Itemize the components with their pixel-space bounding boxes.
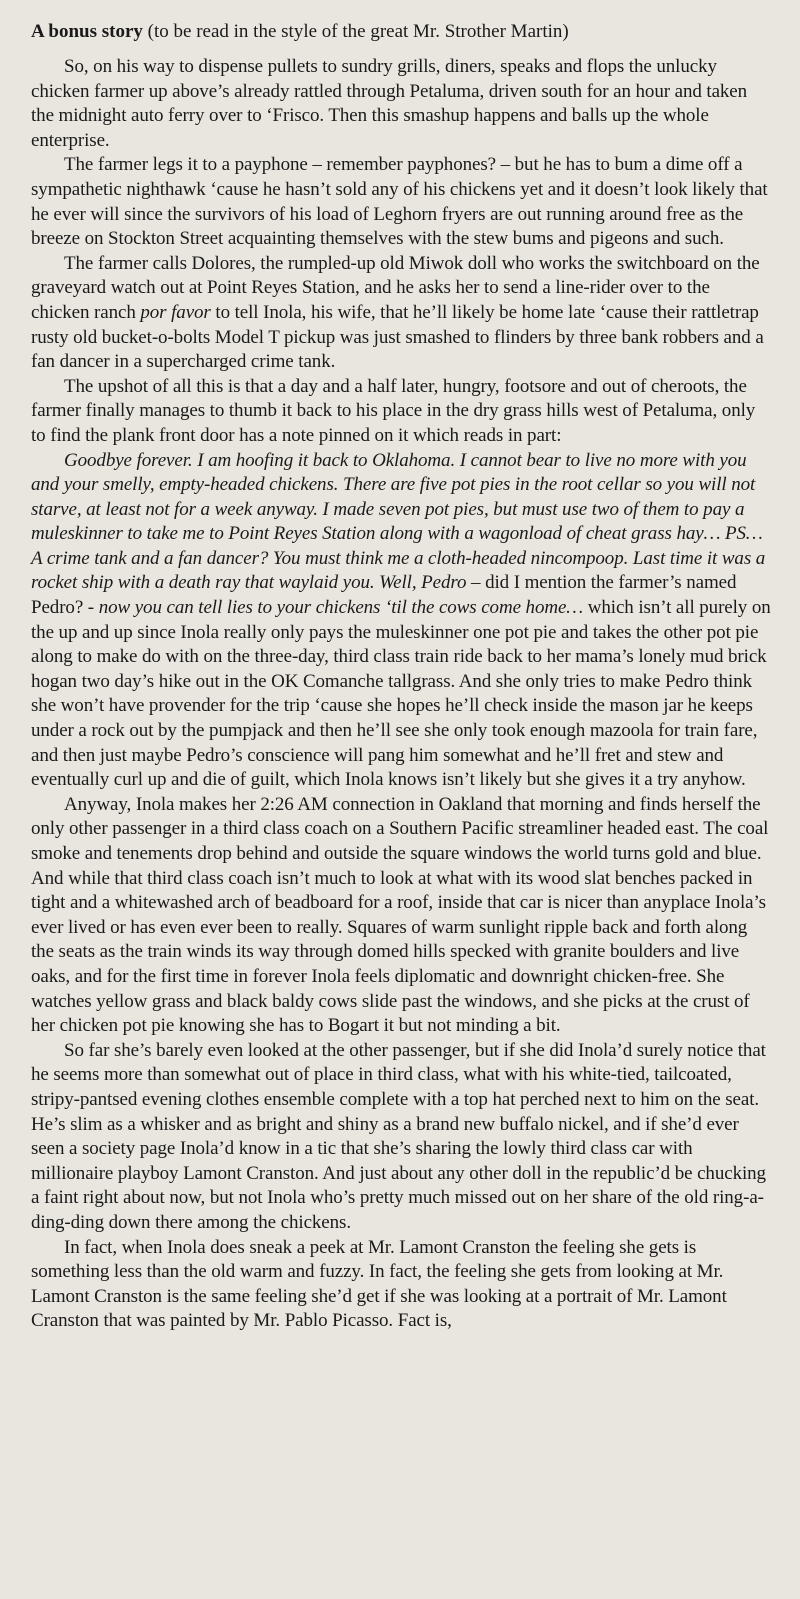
paragraph-3-text-c: to tell Inola, his wife, that he’ll likely be home late ‘cause their rattletrap rusty old bucket-o-bolts Model T pickup was just smashed to flinders by three bank robbers and a fan dancer in a supercharged crime tank. — [31, 301, 764, 373]
note-text: Goodbye forever. I am hoofing it back to Oklahoma. I cannot bear to live no more with you and your smelly, empty-headed chickens. There are five pot pies in the root cellar so you will not starve, at least not for a week anyway. I made seven pot pies, but must use two of them to pay a muleskinner to take me to Point Reyes Station along with a wagonload of cheat grass hay… PS… A crime tank and a fan dancer? You must think me a cloth-headed nincompoop. Last time it was a rocket ship with a death ray that waylaid you. Well, Pedro – — [31, 449, 766, 594]
paragraph-1: So, on his way to dispense pullets to sundry grills, diners, speaks and flops the unlucky chicken farmer up above’s already rattled through Petaluma, driven south for an hour and taken the midnight auto ferry over to ‘Frisco. Then this smashup happens and balls up the whole enterprise. — [31, 56, 748, 151]
paragraph-3-italic: por favor — [140, 301, 211, 323]
note-text-end: now you can tell lies to your chickens ‘til the cows come home… — [98, 597, 584, 619]
paragraph-6: Anyway, Inola makes her 2:26 AM connection in Oakland that morning and finds herself the only other passenger in a third class coach on a Southern Pacific streamliner headed east. The coal smoke and tenements drop behind and outside the square windows the world turns gold and blue. And while that third class coach isn’t much to look at what with its wood slat benches packed in tight and a whitewashed arch of beadboard for a roof, inside that car is nicer than anyplace Inola’s ever lived or has even ever been to really. Squares of warm sunlight ripple back and forth along the seats as the train winds its way through domed hills specked with granite boulders and live oaks, and for the first time in forever Inola feels diplomatic and downright chicken-free. She watches yellow grass and black baldy cows slide past the windows, and she picks at the crust of her chicken pot pie knowing she has to Bogart it but not minding a bit. — [31, 793, 769, 1037]
heading-bold: A bonus story — [31, 21, 143, 42]
heading-rest: (to be read in the style of the great Mr. Strother Martin) — [142, 21, 569, 42]
aside-text: did I mention the farmer’s named Pedro? - — [31, 572, 737, 619]
paragraph-5-text: which isn’t all purely on the up and up since Inola really only pays the muleskinner one pot pie and takes the other pot pie along to make do with on the three-day, third class train ride back to her mama’s lonely mud brick hogan two day’s hike out in the OK Comanche tallgrass. And she only tries to make Pedro think she won’t have provender for the trip ‘cause she hopes he’ll check inside the mason jar he keeps under a rock out by the pumpjack and then he’ll see she only took enough mazoola for train fare, and then just maybe Pedro’s conscience will pang him somewhat and he’ll fret and stew and eventually curl up and die of guilt, which Inola knows isn’t likely but she gives it a try anyhow. — [31, 597, 771, 791]
paragraph-2: The farmer legs it to a payphone – remember payphones? – but he has to bum a dime off a sympathetic nighthawk ‘cause he hasn’t sold any of his chickens yet and it doesn’t look likely that he ever will since the survivors of his load of Leghorn fryers are out running around free as the breeze on Stockton Street acquainting themselves with the stew bums and pigeons and such. — [31, 154, 768, 250]
paragraph-8: In fact, when Inola does sneak a peek at Mr. Lamont Cranston the feeling she gets is something less than the old warm and fuzzy. In fact, the feeling she gets from looking at Mr. Lamont Cranston is the same feeling she’d get if she was looking at a portrait of Mr. Lamont Cranston that was painted by Mr. Pablo Picasso. Fact is, — [31, 1236, 727, 1332]
paragraph-7: So far she’s barely even looked at the other passenger, but if she did Inola’d surely notice that he seems more than somewhat out of place in third class, what with his white-tied, tailcoated, stripy-pantsed evening clothes ensemble complete with a top hat perched next to him on the seat. He’s slim as a whisker and as bright and shiny as a brand new buffalo nickel, and if she’d ever seen a society page Inola’d know in a tic that she’s sharing the lowly third class car with millionaire playboy Lamont Cranston. And just about any other doll in the republic’d be chucking a faint right about now, but not Inola who’s pretty much missed out on her share of the old ring-a-ding-ding down there among the chickens. — [31, 1039, 766, 1233]
paragraph-4: The upshot of all this is that a day and a half later, hungry, footsore and out of cheroots, the farmer finally manages to thumb it back to his place in the dry grass hills west of Petaluma, only to find the plank front door has a note pinned on it which reads in part: — [31, 375, 756, 446]
paragraph-3 — [31, 252, 772, 375]
paragraph-5 — [31, 449, 772, 793]
story-heading — [31, 18, 772, 45]
paragraph-3-text-a: The farmer calls Dolores, the rumpled-up old Miwok doll who works the switchboard on the graveyard watch out at Point Reyes Station, and he asks her to send a line-rider over to the chicken ranch — [31, 252, 760, 323]
